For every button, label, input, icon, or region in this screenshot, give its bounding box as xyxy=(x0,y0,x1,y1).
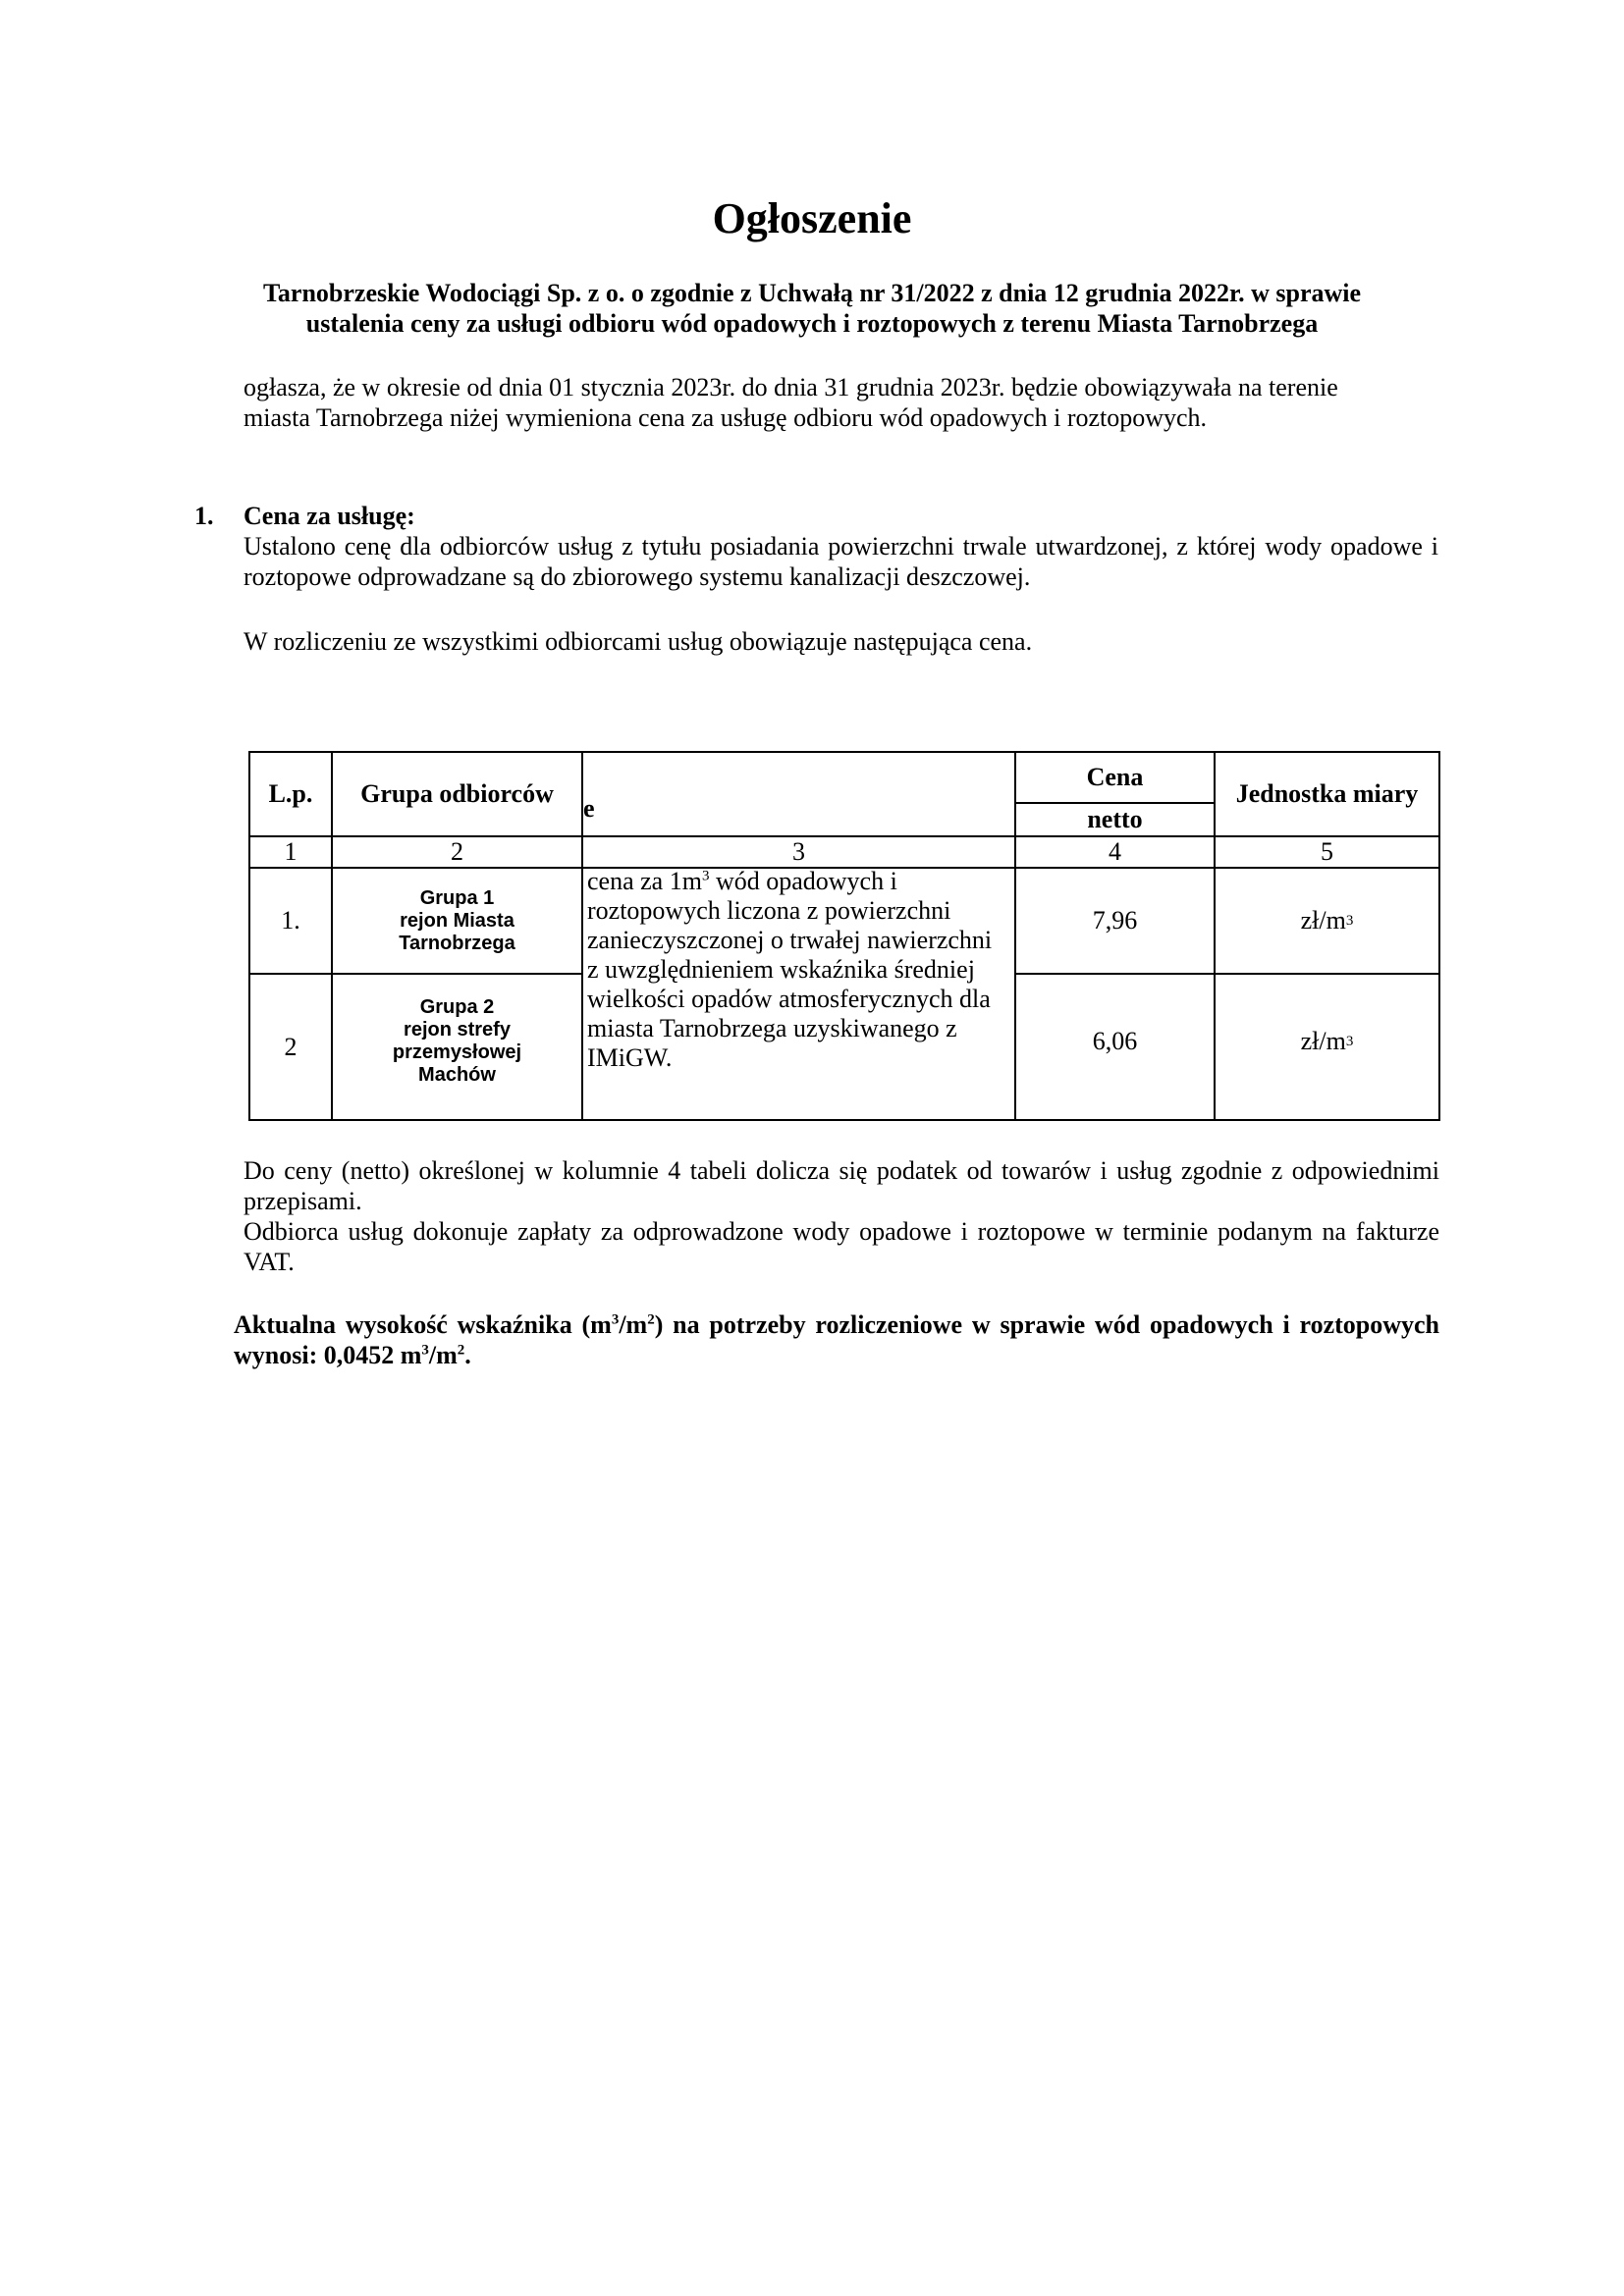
column-number-4: 4 xyxy=(1109,837,1121,866)
header-price-line1: Cena xyxy=(1086,763,1144,791)
row1-group xyxy=(333,869,581,973)
row1-unit-base: zł/m xyxy=(1300,906,1346,934)
column-number-3: 3 xyxy=(792,837,805,866)
column-number-1: 1 xyxy=(284,837,298,866)
indicator-sup-4: 2 xyxy=(457,1342,465,1359)
intro-line-1: ogłasza, że w okresie od dnia 01 stycznia 2023r. do dnia 31 grudnia 2023r. będzie obowiązywała na terenie xyxy=(244,373,1338,401)
description-pre: cena za 1m xyxy=(587,867,702,895)
description-sup: 3 xyxy=(701,868,710,884)
section-title: Cena za usługę: xyxy=(244,502,415,530)
row1-lp: 1. xyxy=(281,906,300,934)
row1-group-line1: Grupa 1 xyxy=(419,886,495,909)
row2-group-line3: przemysłowej xyxy=(392,1041,522,1063)
indicator-sup-1: 3 xyxy=(611,1311,620,1328)
description-post: wód opadowych i roztopowych liczona z powierzchni zanieczyszczonej o trwałej nawierzchni z uwzględnieniem wskaźnika średniej wielkości opadów atmosferycznych dla miasta Tarnobrzega uzyskiwanego z IMiGW. xyxy=(587,867,993,1072)
indicator-mid-2: ) na potrzeby rozliczeniowe w sprawie wód opadowych i roztopowych wynosi: 0,0452 m xyxy=(234,1310,1439,1369)
intro-paragraph xyxy=(244,372,1441,433)
subtitle-line-2: ustalenia ceny za usługi odbioru wód opadowych i roztopowych z terenu Miasta Tarnobrzega xyxy=(305,309,1319,338)
header-description-stray: e xyxy=(583,794,595,823)
indicator-sup-2: 2 xyxy=(647,1311,655,1328)
header-price-line2: netto xyxy=(1087,805,1143,833)
document-subtitle xyxy=(196,278,1428,339)
section-text-pricing: W rozliczeniu ze wszystkimi odbiorcami usług obowiązuje następująca cena. xyxy=(244,627,1033,656)
row1-group-line3: Tarnobrzega xyxy=(399,932,515,954)
row2-unit-base: zł/m xyxy=(1300,1027,1346,1055)
row2-group-line4: Machów xyxy=(418,1064,496,1086)
column-number-2: 2 xyxy=(451,837,463,866)
row2-group-line2: rejon strefy xyxy=(404,1019,511,1041)
row1-group-line2: rejon Miasta xyxy=(400,909,514,932)
payment-note-paragraph: Odbiorca usług dokonuje zapłaty za odprowadzone wody opadowe i roztopowe w terminie podanym na fakturze VAT. xyxy=(244,1217,1439,1276)
section-text: Ustalono cenę dla odbiorców usług z tytułu posiadania powierzchni trwale utwardzonej, z której wody opadowe i roztopowe odprowadzane są do zbiorowego systemu kanalizacji deszczowej. xyxy=(244,532,1438,591)
section-number: 1. xyxy=(194,502,214,530)
indicator-text-pre: Aktualna wysokość wskaźnika (m xyxy=(234,1310,612,1339)
vat-note-paragraph: Do ceny (netto) określonej w kolumnie 4 tabeli dolicza się podatek od towarów i usług zgodnie z odpowiednimi przepisami. xyxy=(244,1156,1439,1215)
indicator-mid-3: /m xyxy=(428,1341,458,1369)
header-lp: L.p. xyxy=(268,779,313,808)
row2-group-line1: Grupa 2 xyxy=(419,996,495,1018)
intro-line-2: miasta Tarnobrzega niżej wymieniona cena za usługę odbioru wód opadowych i roztopowych. xyxy=(244,403,1208,432)
indicator-mid-1: /m xyxy=(619,1310,648,1339)
row2-lp: 2 xyxy=(284,1032,298,1061)
header-unit: Jednostka miary xyxy=(1235,779,1419,808)
row1-price: 7,96 xyxy=(1092,906,1138,934)
column-number-5: 5 xyxy=(1321,837,1333,866)
header-group: Grupa odbiorców xyxy=(360,779,554,808)
row2-price: 6,06 xyxy=(1092,1027,1138,1055)
row2-unit: zł/m 3 xyxy=(1300,1027,1354,1055)
price-table xyxy=(248,751,1440,1121)
row2-group xyxy=(333,975,581,1108)
row1-unit: zł/m 3 xyxy=(1300,906,1354,934)
indicator-paragraph xyxy=(234,1309,1439,1370)
price-description xyxy=(587,867,1009,1073)
document-title: Ogłoszenie xyxy=(712,194,912,242)
subtitle-line-1: Tarnobrzeskie Wodociągi Sp. z o. o zgodnie z Uchwałą nr 31/2022 z dnia 12 grudnia 2022r. w sprawie xyxy=(262,279,1362,307)
indicator-sup-3: 3 xyxy=(421,1342,429,1359)
indicator-end: . xyxy=(464,1341,471,1369)
